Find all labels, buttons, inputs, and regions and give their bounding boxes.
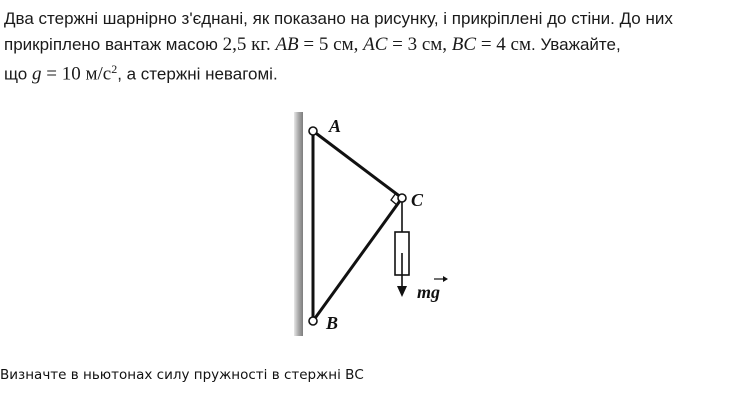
rod-ac xyxy=(313,131,402,198)
problem-statement xyxy=(4,6,739,87)
g-value: = 10 м/с xyxy=(41,63,112,85)
bc-variable: BC xyxy=(451,33,477,55)
wall xyxy=(294,112,303,336)
ac-value: = 3 см xyxy=(387,33,443,55)
ab-value: = 5 см xyxy=(298,33,354,55)
label-c: C xyxy=(411,190,424,210)
hinge-b xyxy=(309,317,317,325)
label-a: A xyxy=(329,116,342,136)
problem-text: , а стержні невагомі. xyxy=(117,64,278,84)
g-exponent: 2 xyxy=(111,62,118,76)
ab-variable: AB xyxy=(275,33,299,55)
problem-text: що xyxy=(4,64,32,84)
force-label: mg xyxy=(417,282,441,302)
mass-value: 2,5 кг xyxy=(222,33,266,55)
label-b: B xyxy=(326,313,339,333)
problem-text: . Уважайте, xyxy=(531,34,621,54)
problem-line-2: прикріплено вантаж масою 2,5 кг. AB = 5 см, AC = 3 см, BC = 4 см. Уважайте, xyxy=(4,33,621,55)
hinge-a xyxy=(309,127,317,135)
problem-line-3 xyxy=(4,57,739,87)
problem-line-1: Два стержні шарнірно з'єднані, як показано на рисунку, і прикріплені до стіни. До них xyxy=(4,9,673,28)
problem-text: прикріплено вантаж масою xyxy=(4,34,223,54)
figure xyxy=(285,108,465,340)
question-text: Визначте в ньютонах силу пружності в стержні ВС xyxy=(0,367,364,383)
force-arrowhead xyxy=(397,286,407,297)
ac-variable: AC xyxy=(363,33,388,55)
vector-arrow-icon xyxy=(443,276,448,282)
bc-value: = 4 см xyxy=(476,33,531,55)
rod-bc xyxy=(313,198,402,321)
g-variable: g xyxy=(31,63,42,85)
hinge-c xyxy=(398,194,406,202)
rod-diagram xyxy=(285,108,465,340)
